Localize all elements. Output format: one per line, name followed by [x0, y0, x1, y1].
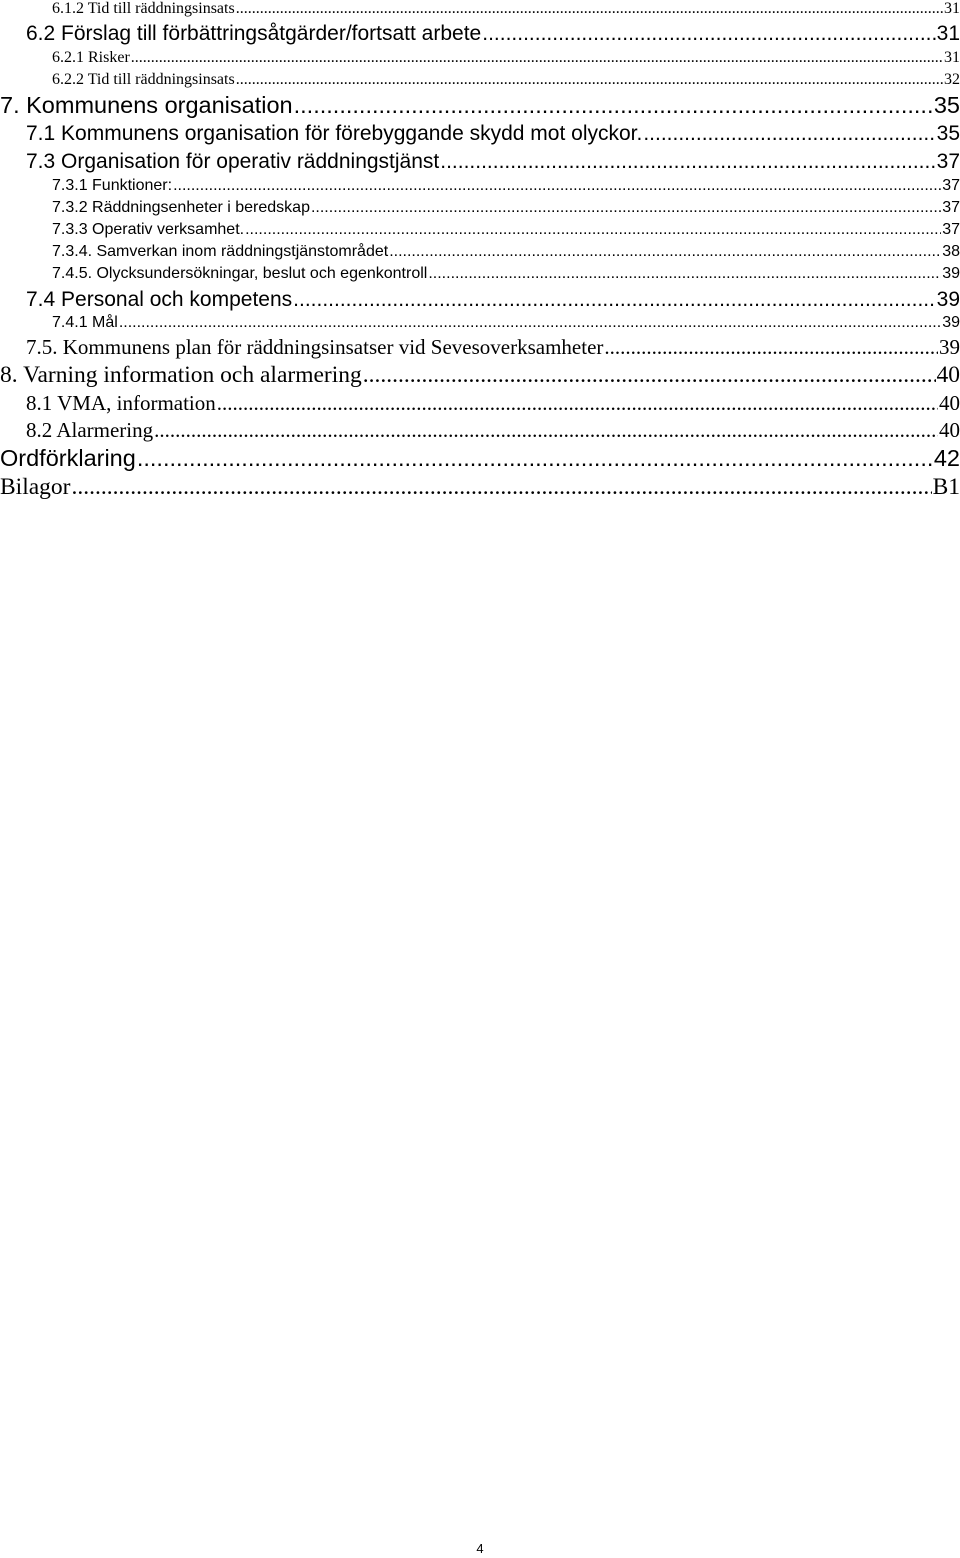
toc-entry[interactable] — [52, 244, 960, 260]
toc-entry-page: 37 — [942, 177, 960, 194]
toc-leader-dots — [363, 364, 936, 388]
toc-leader-dots — [173, 178, 941, 194]
toc-entry-label: 8.1 VMA, information — [26, 391, 216, 415]
toc-leader-dots — [389, 244, 941, 260]
toc-entry-page: 40 — [936, 362, 960, 388]
toc-entry-page: 38 — [942, 243, 960, 260]
toc-entry-page: 40 — [939, 391, 960, 415]
toc-leader-dots — [245, 222, 941, 238]
toc-entry-label: 7.4.1 Mål — [52, 314, 118, 331]
toc-entry[interactable] — [0, 364, 960, 388]
toc-entry-label: 6.2 Förslag till förbättringsåtgärder/fortsatt arbete — [26, 22, 482, 45]
toc-entry-page: 39 — [936, 288, 960, 311]
toc-entry-page: 31 — [944, 0, 960, 17]
toc-leader-dots — [294, 94, 933, 118]
page-number: 4 — [476, 1541, 484, 1556]
toc-leader-dots — [428, 266, 941, 282]
toc-entry[interactable] — [26, 289, 960, 310]
toc-entry[interactable] — [52, 1, 960, 17]
toc-leader-dots — [217, 393, 938, 414]
toc-leader-dots — [236, 72, 943, 88]
toc-entry-page: 37 — [942, 221, 960, 238]
toc-entry-label: 7.1 Kommunens organisation för förebyggande skydd mot olyckor. — [26, 122, 643, 145]
toc-entry-page: 35 — [936, 122, 960, 145]
toc-entry-label: 7. Kommunens organisation — [0, 92, 293, 118]
toc-leader-dots — [137, 447, 933, 471]
toc-leader-dots — [643, 123, 935, 144]
toc-entry-label: 6.1.2 Tid till räddningsinsats — [52, 0, 235, 17]
toc-leader-dots — [482, 23, 935, 44]
toc-entry[interactable] — [52, 72, 960, 88]
toc-entry[interactable] — [0, 94, 960, 118]
toc-leader-dots — [131, 50, 943, 66]
toc-entry-label: 7.5. Kommunens plan för räddningsinsatser vid Sevesoverksamheter — [26, 335, 604, 359]
toc-entry-label: 6.2.1 Risker — [52, 49, 130, 66]
toc-entry-label: 8.2 Alarmering — [26, 418, 154, 442]
toc-entry[interactable] — [26, 123, 960, 144]
toc-entry[interactable] — [0, 476, 960, 500]
toc-entry[interactable] — [0, 447, 960, 471]
toc-entry[interactable] — [26, 23, 960, 44]
toc-leader-dots — [293, 289, 935, 310]
toc-entry-label: 7.3.4. Samverkan inom räddningstjänstområdet — [52, 243, 389, 260]
toc-entry-label: 7.3.3 Operativ verksamhet. — [52, 221, 245, 238]
toc-entry[interactable] — [52, 315, 960, 331]
toc-entry-page: 31 — [944, 49, 960, 66]
toc-entry-label: 7.3 Organisation för operativ räddningstjänst — [26, 150, 440, 173]
toc-entry[interactable] — [26, 151, 960, 172]
toc-leader-dots — [119, 315, 941, 331]
toc-entry-label: 7.4.5. Olycksundersökningar, beslut och egenkontroll — [52, 265, 428, 282]
toc-leader-dots — [72, 476, 932, 500]
toc-leader-dots — [236, 1, 943, 17]
toc-entry-page: 37 — [942, 199, 960, 216]
toc-leader-dots — [154, 420, 938, 441]
toc-entry[interactable] — [52, 178, 960, 194]
toc-entry-label: Ordförklaring — [0, 445, 136, 471]
toc-entry-page: 31 — [936, 22, 960, 45]
toc-leader-dots — [440, 151, 935, 172]
toc-entry[interactable] — [26, 420, 960, 441]
toc-entry-page: 39 — [939, 335, 960, 359]
toc-entry-page: 39 — [942, 314, 960, 331]
toc-entry[interactable] — [52, 266, 960, 282]
toc-entry-page: 39 — [942, 265, 960, 282]
toc-entry-page: 35 — [933, 92, 960, 118]
toc-entry[interactable] — [52, 200, 960, 216]
toc-entry-page: 42 — [933, 445, 960, 471]
toc-entry-page: 37 — [936, 150, 960, 173]
toc-entry[interactable] — [26, 393, 960, 414]
toc-entry-label: 7.3.2 Räddningsenheter i beredskap — [52, 199, 310, 216]
toc-entry[interactable] — [52, 50, 960, 66]
toc-entry-page: B1 — [932, 474, 960, 500]
toc-entry-label: 7.4 Personal och kompetens — [26, 288, 293, 311]
toc-entry[interactable] — [26, 337, 960, 358]
toc-entry-label: Bilagor — [0, 474, 71, 500]
toc-entry[interactable] — [52, 222, 960, 238]
toc-leader-dots — [604, 337, 938, 358]
toc-entry-label: 6.2.2 Tid till räddningsinsats — [52, 71, 235, 88]
toc-leader-dots — [311, 200, 941, 216]
toc-entry-label: 8. Varning information och alarmering — [0, 362, 362, 388]
toc-entry-page: 32 — [944, 71, 960, 88]
toc-entry-label: 7.3.1 Funktioner: — [52, 177, 173, 194]
toc-entry-page: 40 — [939, 418, 960, 442]
